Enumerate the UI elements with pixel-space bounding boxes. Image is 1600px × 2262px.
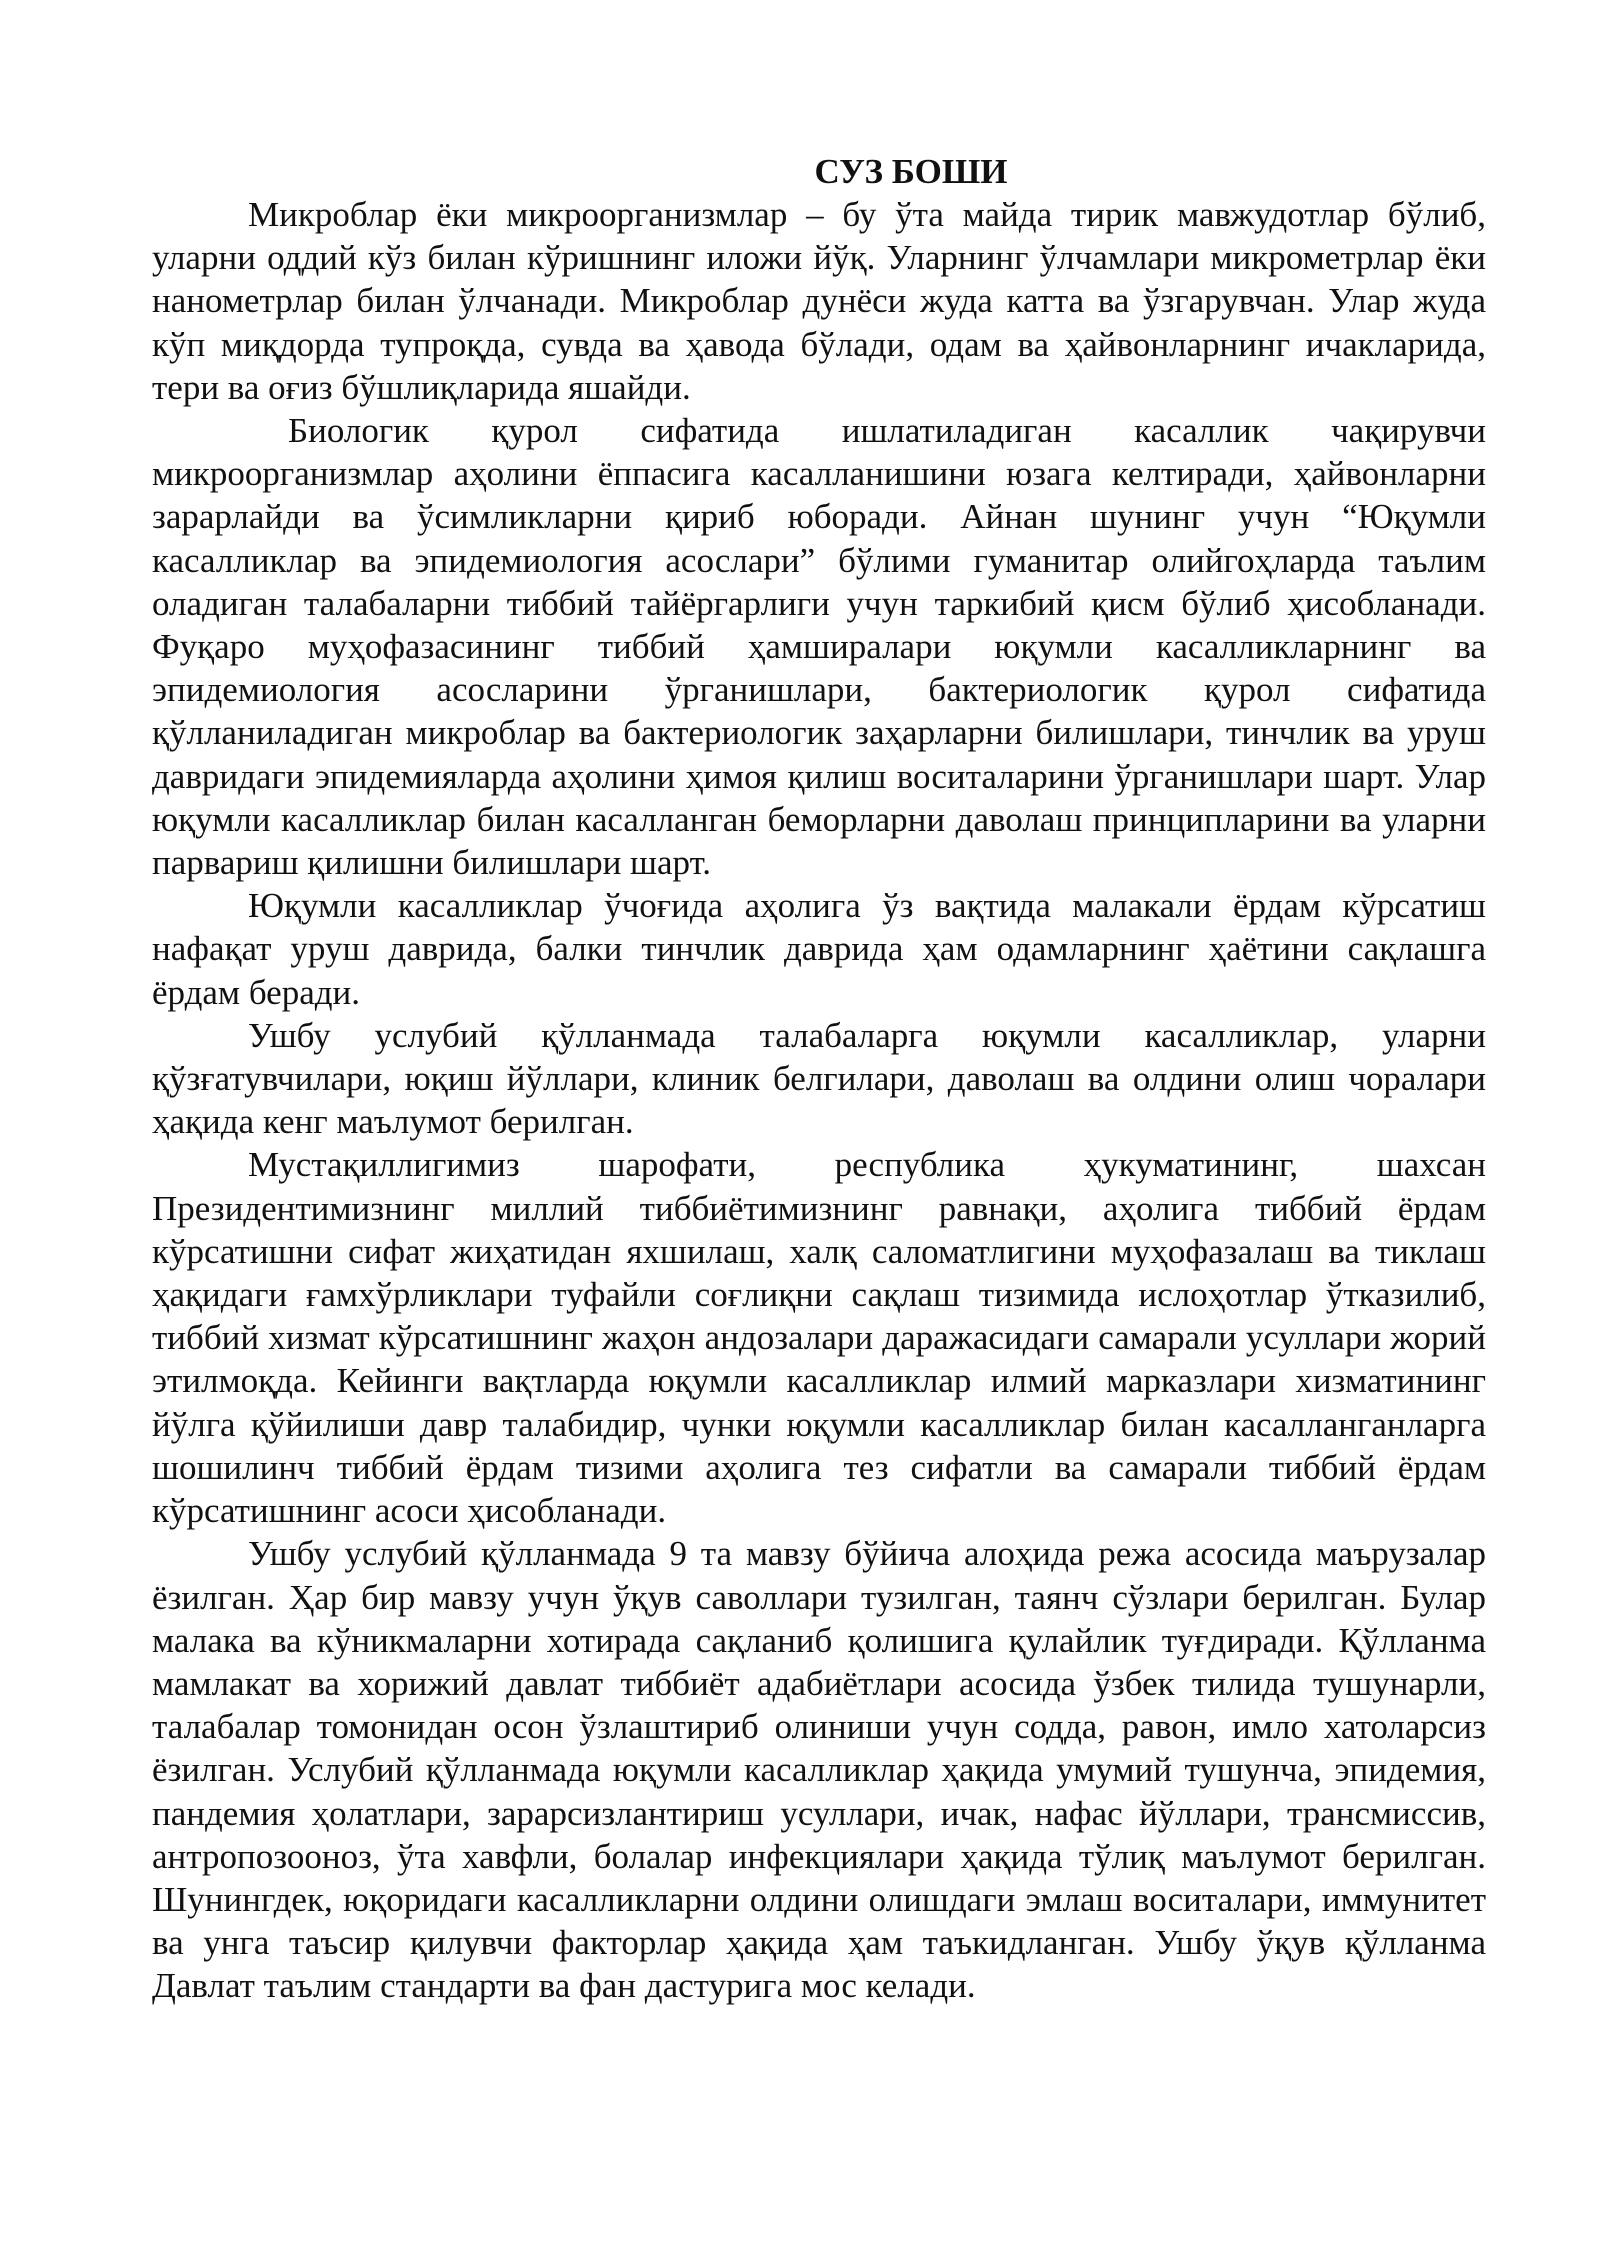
- paragraph-4: Ушбу услубий қўлланмада талабаларга юқумли касалликлар, уларни қўзғатувчилари, юқиш йўллари, клиник белгилари, даволаш ва олдини олиш чоралари ҳақида кенг маълумот берилган.: [152, 1015, 1486, 1142]
- document-body: [152, 150, 1486, 2008]
- paragraph-1: Микроблар ёки микроорганизмлар – бу ўта майда тирик мавжудотлар бўлиб, уларни оддий кўз билан кўришнинг иложи йўқ. Уларнинг ўлчамлари микрометрлар ёки нанометрлар билан ўлчанади. Микроблар дунёси жуда катта ва ўзгарувчан. Улар жуда кўп миқдорда тупроқда, сувда ва ҳавода бўлади, одам ва ҳайвонларнинг ичакларида, тери ва оғиз бўшлиқларида яшайди.: [152, 195, 1486, 407]
- paragraph-3: Юқумли касалликлар ўчоғида аҳолига ўз вақтида малакали ёрдам кўрсатиш нафақат уруш даврида, балки тинчлик даврида ҳам одамларнинг ҳаётини сақлашга ёрдам беради.: [152, 886, 1486, 1012]
- paragraph-5: Мустақиллигимиз шарофати, республика ҳукуматининг, шахсан Президентимизнинг миллий тиббиётимизнинг равнақи, аҳолига тиббий ёрдам кўрсатишни сифат жиҳатидан яхшилаш, халқ саломатлигини муҳофазалаш ва тиклаш ҳақидаги ғамхўрликлари туфайли соғлиқни сақлаш тизимида ислоҳотлар ўтказилиб, тиббий хизмат кўрсатишнинг жаҳон андозалари даражасидаги самарали усуллари жорий этилмоқда. Кейинги вақтларда юқумли касалликлар илмий марказлари хизматининг йўлга қўйилиши давр талабидир, чунки юқумли касалликлар билан касалланганларга шошилинч тиббий ёрдам тизими аҳолига тез сифатли ва самарали тиббий ёрдам кўрсатишнинг асоси ҳисобланади.: [152, 1145, 1486, 1531]
- paragraph-6: Ушбу услубий қўлланмада 9 та мавзу бўйича алоҳида режа асосида маърузалар ёзилган. Ҳар бир мавзу учун ўқув саволлари тузилган, таянч сўзлари берилган. Булар малака ва кўникмаларни хотирада сақланиб қолишига қулайлик туғдиради. Қўлланма мамлакат ва хорижий давлат тиббиёт адабиётлари асосида ўзбек тилида тушунарли, талабалар томонидан осон ўзлаштириб олиниши учун содда, равон, имло хатоларсиз ёзилган. Услубий қўлланмада юқумли касалликлар ҳақида умумий тушунча, эпидемия, пандемия ҳолатлари, зарарсизлантириш усуллари, ичак, нафас йўллари, трансмиссив, антропозооноз, ўта хавфли, болалар инфекциялари ҳақида тўлиқ маълумот берилган. Шунингдек, юқоридаги касалликларни олдини олишдаги эмлаш воситалари, иммунитет ва унга таъсир қилувчи факторлар ҳақида ҳам таъкидланган. Ушбу ўқув қўлланма Давлат таълим стандарти ва фан дастурига мос келади.: [152, 1534, 1486, 2006]
- page-title: СУЗ БОШИ: [814, 152, 1008, 191]
- paragraph-2: Биологик қурол сифатида ишлатиладиган касаллик чақирувчи микроорганизмлар аҳолини ёппасига касалланишини юзага келтиради, ҳайвонларни зарарлайди ва ўсимликларни қириб юборади. Айнан шунинг учун “Юқумли касалликлар ва эпидемиология асослари” бўлими гуманитар олийгоҳларда таълим оладиган талабаларни тиббий тайёргарлиги учун таркибий қисм бўлиб ҳисобланади. Фуқаро муҳофазасининг тиббий ҳамширалари юқумли касалликларнинг ва эпидемиология асосларини ўрганишлари, бактериологик қурол сифатида қўлланиладиган микроблар ва бактериологик заҳарларни билишлари, тинчлик ва уруш давридаги эпидемияларда аҳолини ҳимоя қилиш воситаларини ўрганишлари шарт. Улар юқумли касалликлар билан касалланган беморларни даволаш принципларини ва уларни парвариш қилишни билишлари шарт.: [152, 411, 1486, 883]
